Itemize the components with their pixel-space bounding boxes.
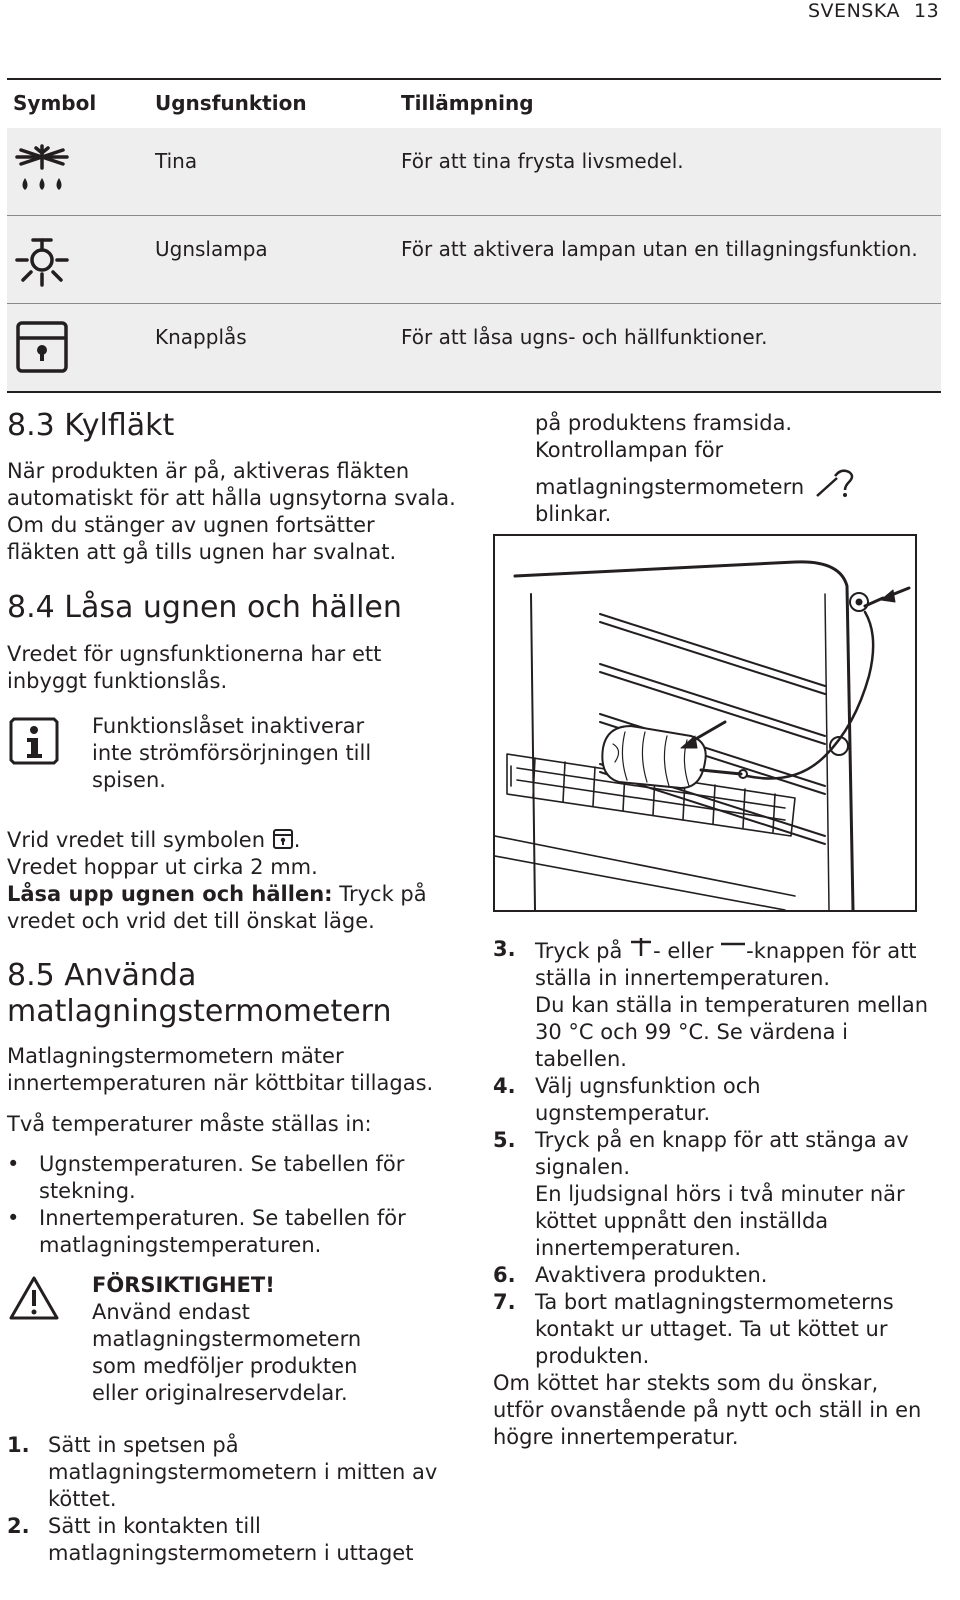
- text-line: köttet uppnått den inställda: [535, 1209, 829, 1233]
- text-line: ställa in innertemperaturen.: [535, 966, 831, 990]
- text-line: utför ovanstående på nytt och ställ in en: [493, 1398, 922, 1422]
- text-line: matlagningstermometern i uttaget: [48, 1541, 414, 1565]
- step3-text-c: -knappen för att: [746, 939, 917, 963]
- section-title-8-5: [7, 958, 457, 1030]
- text-line: Sätt in kontakten till: [48, 1514, 261, 1538]
- text-line: på produktens framsida.: [535, 411, 793, 435]
- unlock-label: Låsa upp ugnen och hällen:: [7, 882, 333, 906]
- turn-suffix: .: [293, 828, 301, 852]
- text-line: Använd endast: [92, 1300, 250, 1324]
- text-line: matlagningstermometern: [92, 1327, 362, 1351]
- list-item: [493, 1289, 938, 1370]
- function-application: För att tina frysta livsmedel.: [401, 149, 684, 173]
- oven-lamp-icon: [13, 230, 71, 288]
- function-name: Knapplås: [155, 325, 247, 349]
- table-header-row: [7, 78, 941, 128]
- list-item: [493, 1073, 938, 1127]
- unlock-text: Tryck på: [332, 882, 427, 906]
- text-line: som medföljer produkten: [92, 1354, 358, 1378]
- text-line: Om köttet har stekts som du önskar,: [493, 1371, 879, 1395]
- title-line: matlagningstermometern: [7, 994, 392, 1029]
- table-row: [7, 128, 941, 216]
- knob-lock-icon: [13, 318, 71, 376]
- step-number: 2.: [7, 1514, 30, 1538]
- text-line: Avaktivera produkten.: [535, 1263, 768, 1287]
- text-line: Välj ugnsfunktion och: [535, 1074, 761, 1098]
- info-icon: [8, 716, 60, 766]
- language-label: SVENSKA: [808, 0, 900, 22]
- final-paragraph: [493, 1370, 938, 1451]
- text-line: tabellen.: [535, 1047, 627, 1071]
- text-line: [535, 468, 935, 501]
- list-item: [493, 1127, 938, 1262]
- defrost-icon: [13, 142, 71, 200]
- text-line: eller originalreservdelar.: [92, 1381, 348, 1405]
- column-header-symbol: Symbol: [13, 91, 97, 115]
- caution-title: FÖRSIKTIGHET!: [92, 1273, 275, 1297]
- step-number: 4.: [493, 1074, 516, 1098]
- text-line: Matlagningstermometern mäter: [7, 1044, 344, 1068]
- warning-icon: [8, 1274, 60, 1322]
- page-number: 13: [914, 0, 940, 22]
- text-line: En ljudsignal hörs i två minuter när: [535, 1182, 905, 1206]
- function-name: Ugnslampa: [155, 237, 268, 261]
- text-line: Sätt in spetsen på: [48, 1433, 239, 1457]
- text-line: signalen.: [535, 1155, 631, 1179]
- text-line: högre innertemperatur.: [493, 1425, 739, 1449]
- function-application: För att låsa ugns- och hällfunktioner.: [401, 325, 768, 349]
- text-line: Tryck på en knapp för att stänga av: [535, 1128, 909, 1152]
- turn-prefix: Vrid vredet till symbolen: [7, 828, 265, 852]
- step-number: 1.: [7, 1433, 30, 1457]
- table-row: [7, 216, 941, 304]
- text-line: Funktionslåset inaktiverar: [92, 714, 365, 738]
- text-line: [7, 827, 457, 854]
- column-header-function: Ugnsfunktion: [155, 91, 307, 115]
- step3-text-a: Tryck på: [535, 939, 623, 963]
- section-text-8-4: [7, 641, 457, 695]
- step3-text-b: - eller: [653, 939, 714, 963]
- text-line: Om du stänger av ugnen fortsätter: [7, 513, 375, 537]
- text-line: köttet.: [48, 1487, 117, 1511]
- text-line: Vredet hoppar ut cirka 2 mm.: [7, 855, 318, 879]
- text-line: ugnstemperatur.: [535, 1101, 711, 1125]
- list-item: [493, 936, 938, 1073]
- step-number: 5.: [493, 1128, 516, 1152]
- list-item: [7, 1513, 457, 1567]
- lamp-text: matlagningstermometern: [535, 475, 805, 499]
- text-line: Du kan ställa in temperaturen mellan: [535, 993, 929, 1017]
- list-item: [493, 1262, 938, 1289]
- section-text-8-5: [7, 1043, 457, 1097]
- title-line: 8.5 Använda: [7, 958, 197, 993]
- text-line: produkten.: [535, 1344, 650, 1368]
- function-application: För att aktivera lampan utan en tillagningsfunktion.: [401, 237, 918, 261]
- list-item: [7, 1151, 447, 1205]
- text-line: [535, 936, 938, 965]
- text-line: spisen.: [92, 768, 166, 792]
- text-line: innertemperaturen.: [535, 1236, 741, 1260]
- function-name: Tina: [155, 149, 198, 173]
- section-title-8-4: 8.4 Låsa ugnen och hällen: [7, 590, 402, 625]
- text-line: inbyggt funktionslås.: [7, 669, 228, 693]
- text-line: stekning.: [39, 1179, 136, 1203]
- text-line: Innertemperaturen. Se tabellen för: [39, 1206, 406, 1230]
- text-line: Ta bort matlagningstermometerns: [535, 1290, 894, 1314]
- info-note: [92, 713, 452, 794]
- text-line: fläkten att gå tills ugnen har svalnat.: [7, 540, 397, 564]
- two-temps-text: Två temperaturer måste ställas in:: [7, 1112, 372, 1136]
- list-item: [7, 1205, 447, 1259]
- minus-icon: [720, 940, 746, 954]
- step-number: 6.: [493, 1263, 516, 1287]
- table-row: [7, 304, 941, 393]
- temp-bullet-list: [7, 1151, 447, 1259]
- steps-left: [7, 1432, 457, 1567]
- bullet-icon: •: [7, 1206, 20, 1230]
- oven-illustration: [493, 534, 917, 912]
- text-line: inte strömförsörjningen till: [92, 741, 372, 765]
- text-line: kontakt ur uttaget. Ta ut köttet ur: [535, 1317, 888, 1341]
- step2-continuation: [535, 410, 935, 528]
- caution-note: [92, 1272, 452, 1407]
- text-line: blinkar.: [535, 502, 612, 526]
- text-line: innertemperaturen när köttbitar tillagas.: [7, 1071, 434, 1095]
- text-line: [7, 881, 457, 908]
- step-number: 3.: [493, 937, 516, 961]
- text-line: 30 °C och 99 °C. Se värdena i: [535, 1020, 848, 1044]
- plus-icon: [629, 936, 653, 958]
- text-line: När produkten är på, aktiveras fläkten: [7, 459, 410, 483]
- meat-probe-icon: [815, 468, 859, 498]
- text-line: vredet och vrid det till önskat läge.: [7, 909, 375, 933]
- section-text-8-3: [7, 458, 457, 566]
- text-line: matlagningstermometern i mitten av: [48, 1460, 438, 1484]
- section-title-8-3: 8.3 Kylfläkt: [7, 408, 175, 443]
- steps-right: [493, 936, 938, 1451]
- function-table: [7, 78, 941, 393]
- knob-lock-icon: [272, 828, 294, 850]
- list-item: [7, 1432, 457, 1513]
- text-line: Kontrollampan för: [535, 438, 724, 462]
- text-line: automatiskt för att hålla ugnsytorna svala.: [7, 486, 456, 510]
- text-line: matlagningstemperaturen.: [39, 1233, 322, 1257]
- column-header-application: Tillämpning: [401, 91, 534, 115]
- text-line: Ugnstemperaturen. Se tabellen för: [39, 1152, 405, 1176]
- lock-instructions: [7, 827, 457, 935]
- bullet-icon: •: [7, 1152, 20, 1176]
- text-line: Vredet för ugnsfunktionerna har ett: [7, 642, 382, 666]
- step-number: 7.: [493, 1290, 516, 1314]
